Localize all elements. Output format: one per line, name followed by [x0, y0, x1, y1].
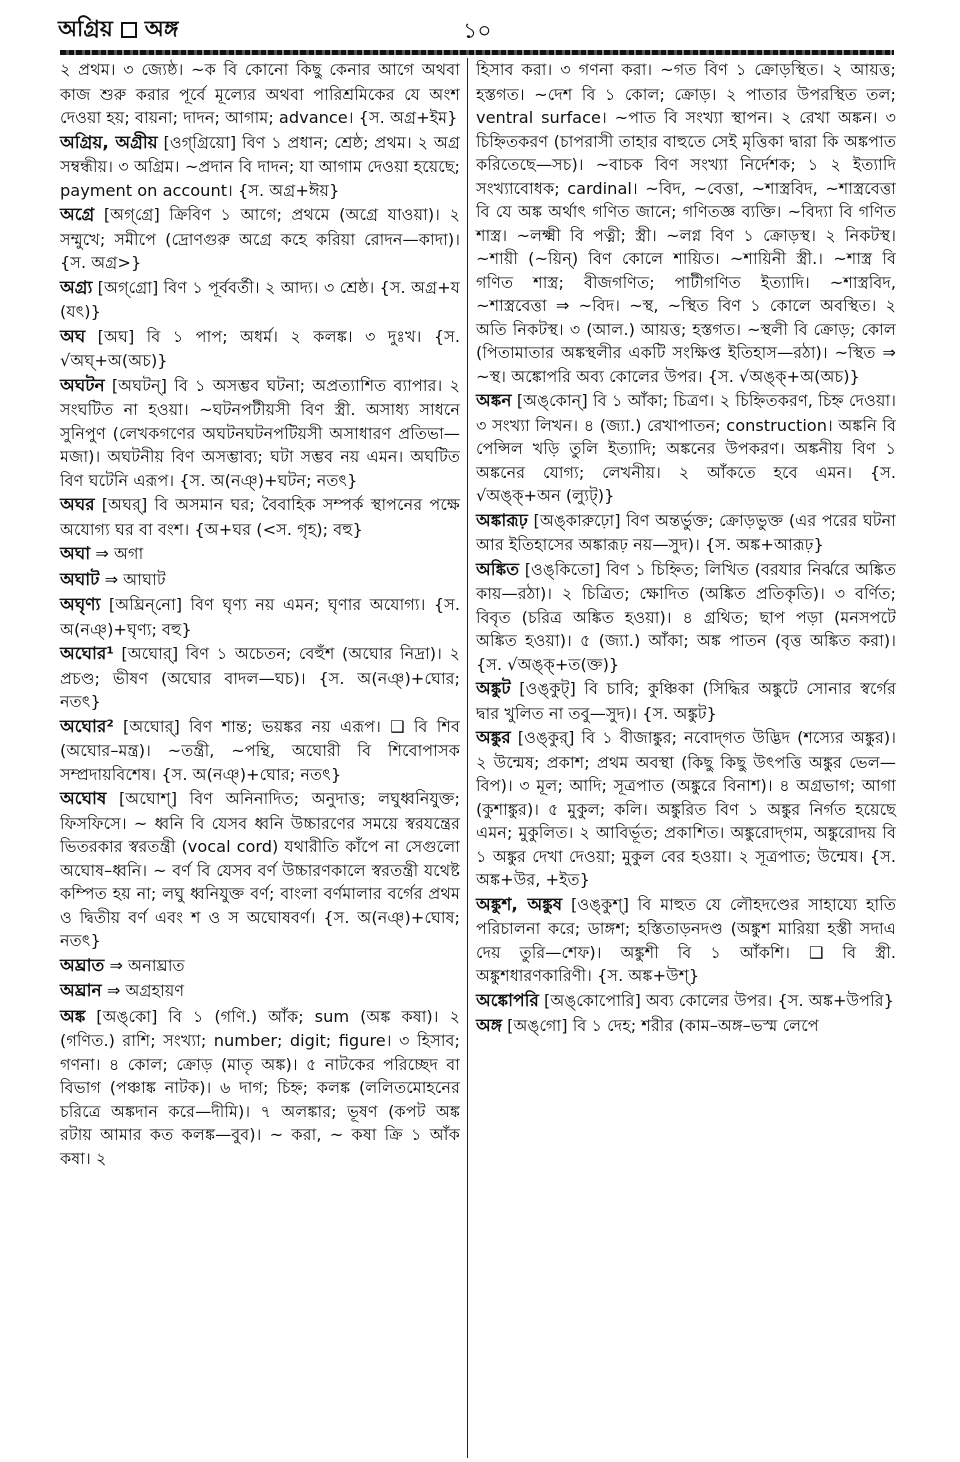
entry-definition: [অঘ] বি ১ পাপ; অধর্ম। ২ কলঙ্ক। ৩ দুঃখ। {স. √অঘ্‌+অ(অচ)} — [60, 326, 461, 370]
entry-definition: [ওঙ্‌কুট্‌] বি চাবি; কুঞ্চিকা (সিদ্ধির অঙ্কুটে সোনার স্বর্গের দ্বার খুলিত না তবু—সুদ)। {স. অঙ্কুট} — [476, 679, 896, 723]
entry-definition: [অগ্‌গ্রে] ক্রিবিণ ১ আগে; প্রথমে (অগ্রে যাওয়া)। ২ সম্মুখে; সমীপে (দ্রোণগুরু অগ্রে কহে করিয়া রোদন—কাদা)। {স. অগ্র>} — [60, 205, 460, 272]
guide-word-first: অগ্রিয় — [58, 17, 113, 42]
dictionary-entry — [476, 893, 896, 988]
dictionary-entry — [476, 989, 896, 1014]
entry-definition: [অঘ্রিন্‌নো] বিণ ঘৃণ্য নয় এমন; ঘৃণার অযোগ্য। {স. অ(নঞ্‌)+ঘৃণ্য; বহু} — [60, 595, 460, 639]
entry-definition: ⇒ আঘাট — [104, 569, 166, 589]
dictionary-entry — [60, 1005, 460, 1171]
entry-definition: ২ প্রথম। ৩ জ্যেষ্ঠ। ~ক বি কোনো কিছু কেনার আগে অথবা কাজ শুরু করার পূর্বে মূল্যের অথবা পারিশ্রমিকের যে অংশ দেওয়া হয়; বায়না; দাদন; আগাম; advance। {স. অগ্র+ইম} — [60, 60, 460, 127]
entry-definition: [অঘোর্‌] বিণ ১ অচেতন; বেহুঁশ (অঘোর নিদ্রা)। ২ প্রচণ্ড; ভীষণ (অঘোর বাদল—ঘচ)। {স. অ(নঞ্‌)+ঘোর; নতৎ} — [60, 644, 460, 711]
dictionary-entry — [476, 58, 896, 388]
entry-headword: অঘোষ — [60, 789, 107, 809]
entry-definition: ⇒ অনাঘ্রাত — [109, 955, 185, 975]
entry-definition: [অঘোশ্‌] বিণ অনিনাদিত; অনুদাত্ত; লঘুধ্বনিযুক্ত; ফিসফিসে। ~ ধ্বনি বি যেসব ধ্বনি উচ্চারণের সময়ে স্বরযন্ত্রের ভিতরকার স্বরতন্ত্রী (vocal cord) যথারীতি কাঁপে না সেগুলো অঘোষ–ধ্বনি। ~ বর্ণ বি যেসব বর্ণ উচ্চারণকালে স্বরতন্ত্রী যথেষ্ট কম্পিত হয় না; লঘু ধ্বনিযুক্ত বর্ণ; বাংলা বর্ণমালার বর্গের প্রথম ও দ্বিতীয় বর্ণ এবং শ ও স অঘোষবর্ণ। {স. অ(নঞ্‌)+ঘোষ; নতৎ} — [60, 789, 460, 950]
entry-headword: অঙ্কুর — [476, 728, 511, 748]
entry-definition: হিসাব করা। ৩ গণনা করা। ~গত বিণ ১ ক্রোড়স্থিত। ২ আয়ত্ত; হস্তগত। ~দেশ বি ১ কোল; ক্রোড়। ২ পাতার উপরস্থিত তল; ventral surface। ~পাত বি সংখ্যা স্থাপন। ২ রেখা অঙ্কন। ৩ চিহ্নিতকরণ (চাপরাসী তাহার বাহুতে সেই মৃত্তিকা দ্বারা কি অঙ্কপাত করিতেছে—সচ)। ~বাচক বিণ সংখ্যা নির্দেশক; ১ ২ ইত্যাদি সংখ্যাবোধক; cardinal। ~বিদ, ~বেত্তা, ~শাস্ত্রবিদ, ~শাস্ত্রবেত্তা বি যে অঙ্ক অর্থাৎ গণিত জানে; গণিতজ্ঞ ব্যক্তি। ~বিদ্যা বি গণিত শাস্ত্র। ~লক্ষ্মী বি পত্নী; স্ত্রী। ~লগ্ন বিণ ১ ক্রোড়স্থ। ২ নিকটস্থ। ~শায়ী (~য়িন্‌) বিণ কোলে শায়িত। ~শায়িনী স্ত্রী.। ~শাস্ত্র বি গণিত শাস্ত্র; বীজগণিত; পাটীগণিত ইত্যাদি। ~শাস্ত্রবিদ, ~শাস্ত্রবেত্তা ⇒ ~বিদ। ~স্থ, ~স্থিত বিণ ১ কোলে অবস্থিত। ২ অতি নিকটস্থ। ৩ (আল.) আয়ত্ত; হস্তগত। ~স্থলী বি ক্রোড়; কোল (পিতামাতার অঙ্কস্থলীর একটি সংক্ষিপ্ত ইতিহাস—রঠা)। ~স্থিত ⇒ ~স্থ। অঙ্কোপরি অব্য কোলের উপর। {স. √অঙ্ক্‌+অ(অচ)} — [476, 60, 896, 386]
dictionary-entry — [60, 787, 460, 953]
entry-headword: অঘা — [60, 544, 91, 564]
dictionary-entry — [60, 979, 460, 1004]
entry-headword: অঙ্কারূঢ় — [476, 510, 528, 531]
entry-headword: অঘোর¹ — [60, 644, 114, 664]
entry-headword: অঙ্কোপরি — [476, 990, 539, 1011]
entry-definition: ⇒ অগা — [95, 544, 144, 563]
page-number: ১০ — [463, 19, 492, 44]
guide-words — [58, 12, 178, 49]
entry-definition: [ওঙ্‌কুর্‌] বি ১ বীজাঙ্কুর; নবোদ্‌গত উদ্ভিদ (শস্যের অঙ্কুর)। ২ উন্মেষ; প্রকাশ; প্রথম অবস্থা (কিছু কিছু উৎপত্তি অঙ্কুর ভেল—বিপ)। ৩ মূল; আদি; সূত্রপাত (অঙ্কুরে বিনাশ)। ৪ অগ্রভাগ; আগা (কুশাঙ্কুর)। ৫ মুকুল; কলি। অঙ্কুরিত বিণ ১ অঙ্কুর নির্গত হয়েছে এমন; মুকুলিত। ২ আবির্ভূত; প্রকাশিত। অঙ্কুরোদ্‌গম, অঙ্কুরোদয় বি ১ অঙ্কুর দেখা দেওয়া; মুকুল বের হওয়া। ২ সূত্রপাত; উন্মেষ। {স. অঙ্ক+উর, +ইত} — [476, 728, 896, 889]
left-column — [60, 58, 460, 1171]
entry-headword: অঘৃণ্য — [60, 595, 101, 615]
dictionary-entry — [476, 509, 896, 557]
entry-definition: [অঙ্‌গো] বি ১ দেহ; শরীর (কাম–অঙ্গ–ভস্ম লেপে — [507, 1016, 819, 1035]
dictionary-entry — [60, 203, 460, 275]
entry-definition: [ওঙ্‌কিতো] বিণ ১ চিহ্নিত; লিখিত (বরযার নির্ঝরে অঙ্কিত কায়—রঠা)। ২ চিত্রিত; ক্ষোদিত (অঙ্কিত প্রতিকৃতি)। ৩ বর্ণিত; বিবৃত (চরিত্র অঙ্কিত হওয়া)। ৪ গ্রথিত; ছাপ পড়া (মনসপটে অঙ্কিত হওয়া)। ৫ (জ্যা.) আঁকা; অঙ্ক পাতন (বৃত্ত অঙ্কিত করা)। {স. √অঙ্ক্‌+ত(ক্ত)} — [476, 559, 896, 674]
entry-definition: [অগ্‌গ্রো] বিণ ১ পূর্ববর্তী। ২ আদ্য। ৩ শ্রেষ্ঠ। {স. অগ্র+য (যৎ)} — [60, 277, 460, 321]
entry-definition: [অঘোর্‌] বিণ শান্ত; ভয়ঙ্কর নয় এরূপ। ❑ বি শিব (অঘোর–মন্ত্র)। ~তন্ত্রী, ~পন্থি, অঘোরী বি শিবোপাসক সম্প্রদায়বিশেষ। {স. অ(নঞ্‌)+ঘোর; নতৎ} — [60, 716, 460, 784]
entry-headword: অঙ্কন — [476, 391, 512, 411]
entry-headword: অঙ্ক — [60, 1006, 86, 1027]
right-column — [476, 58, 896, 1040]
entry-definition: [অঘর্‌] বি অসমান ঘর; বৈবাহিক সম্পর্ক স্থাপনের পক্ষে অযোগ্য ঘর বা বংশ। {অ+ঘর (<স. গৃহ); বহু} — [60, 495, 460, 539]
entry-definition: [অঙ্‌কারুঢ়ো] বিণ অন্তর্ভুক্ত; ক্রোড়ভুক্ত (এর পরের ঘটনা আর ইতিহাসের অঙ্কারূঢ় নয়—সুদ)। {স. অঙ্ক+আরূঢ়} — [476, 510, 896, 554]
dictionary-entry — [476, 558, 896, 677]
entry-headword: অগ্রিয়, অগ্রীয় — [60, 132, 158, 153]
entry-definition: [ওঙ্‌কুশ্‌] বি মাহুত যে লৌহদণ্ডের সাহায্যে হাতি পরিচালনা করে; ডাঙ্গশ; হস্তিতাড়নদণ্ড (অঙ্কুশ মারিয়া হস্তী সদাএ দেয় তুরি—শেফ)। অঙ্কুশী বি ১ আঁকশি। ❑ বি স্ত্রী. অঙ্কুশধারণকারিণী। {স. অঙ্ক+উশ্‌} — [476, 894, 896, 985]
dictionary-entry — [60, 593, 460, 641]
running-header — [58, 8, 888, 48]
dictionary-entry — [60, 568, 460, 593]
header-rule — [60, 50, 894, 55]
entry-definition: [অঙ্‌কো] বি ১ (গণি.) আঁক; sum (অঙ্ক কষা)। ২ (গণিত.) রাশি; সংখ্যা; number; digit; figure। ৩ হিসাব; গণনা। ৪ কোল; ক্রোড় (মাতৃ অঙ্ক)। ৫ নাটকের পরিচ্ছেদ বা বিভাগ (পঞ্চাঙ্ক নাটক)। ৬ দাগ; চিহ্ন; কলঙ্ক (ললিতমোহনের চরিত্রে অঙ্কদান করে—দীমি)। ৭ অলঙ্কার; ভূষণ (কপট অঙ্ক রটায় আমার কত কলঙ্ক—বুব)। ~ করা, ~ কষা ক্রি ১ আঁক কষা। ২ — [60, 1006, 460, 1168]
dictionary-entry — [60, 374, 460, 493]
dictionary-entry — [60, 542, 460, 567]
dictionary-entry — [60, 493, 460, 541]
entry-definition: [ওগ্‌গ্রিয়ো] বিণ ১ প্রধান; শ্রেষ্ঠ; প্রথম। ২ অগ্র সম্বন্ধীয়। ৩ অগ্রিম। ~প্রদান বি দাদন; যা আগাম দেওয়া হয়েছে; payment on account। {স. অগ্র+ঈয়} — [60, 132, 460, 200]
entry-headword: অঙ্গ — [476, 1016, 502, 1036]
entry-definition: [অঙ্‌কোন্‌] বি ১ আঁকা; চিত্রণ। ২ চিহ্নিতকরণ, চিহ্ন দেওয়া। ৩ সংখ্যা লিখন। ৪ (জ্যা.) রেখাপাতন; construction। অঙ্কনি বি পেন্সিল খড়ি তুলি ইত্যাদি; অঙ্কনের উপকরণ। অঙ্কনীয় বিণ ১ অঙ্কনের যোগ্য; লেখনীয়। ২ আঁকতে হবে এমন। {স. √অঙ্ক্‌+অন (ল্যুট্‌)} — [476, 391, 896, 505]
entry-definition: [অঙ্‌কোপোরি] অব্য কোলের উপর। {স. অঙ্ক+উপরি} — [544, 990, 894, 1010]
entry-headword: অঘ — [60, 326, 86, 347]
entry-headword: অঘ্রান — [60, 981, 102, 1001]
dictionary-entry — [476, 677, 896, 725]
entry-headword: অগ্র্য — [60, 277, 93, 298]
dictionary-entry — [60, 276, 460, 324]
dictionary-entry — [476, 726, 896, 892]
dictionary-entry — [60, 715, 460, 787]
guide-word-last: অঙ্গ — [144, 17, 179, 42]
entry-headword: অঘর — [60, 495, 95, 515]
entry-headword: অঙ্কুট — [476, 679, 511, 699]
dictionary-entry — [60, 58, 460, 130]
column-divider — [467, 58, 468, 1458]
entry-headword: অঘটন — [60, 375, 105, 396]
dictionary-entry — [60, 642, 460, 714]
guide-separator-icon — [121, 22, 137, 38]
dictionary-entry — [476, 1014, 896, 1039]
dictionary-entry — [60, 954, 460, 979]
entry-headword: অঘোর² — [60, 716, 114, 737]
entry-definition: ⇒ অগ্রহায়ণ — [106, 981, 185, 1000]
entry-headword: অঙ্কুশ, অঙ্কুষ — [476, 894, 563, 915]
dictionary-entry — [60, 131, 460, 203]
entry-definition: [অঘটন্‌] বি ১ অসম্ভব ঘটনা; অপ্রত্যাশিত ব্যাপার। ২ সংঘটিত না হওয়া। ~ঘটনপটীয়সী বিণ স্ত্রী. অসাধ্য সাধনে সুনিপুণ (লেখকগণের অঘটনঘটনপটিয়সী অসাধারণ প্রতিভা—মজা)। অঘটনীয় বিণ অসম্ভাব্য; ঘটা সম্ভব নয় এমন। অঘটিত বিণ ঘটেনি এরূপ। {স. অ(নঞ্‌)+ঘটন; নতৎ} — [60, 375, 461, 490]
entry-headword: অঘাট — [60, 569, 100, 590]
entry-headword: অঙ্কিত — [476, 559, 519, 580]
dictionary-entry — [476, 389, 896, 508]
entry-headword: অগ্রে — [60, 205, 95, 225]
entry-headword: অঘ্রাত — [60, 955, 105, 976]
dictionary-entry — [60, 325, 460, 373]
